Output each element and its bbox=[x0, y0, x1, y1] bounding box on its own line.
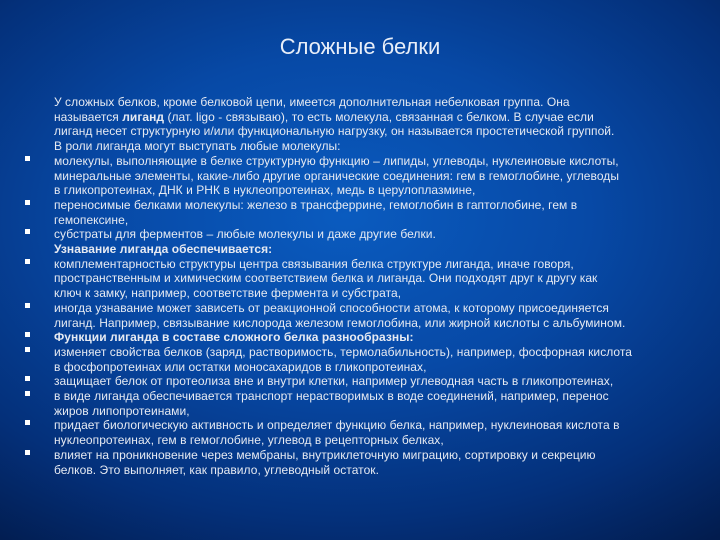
body-text: придает биологическую активность и определяет функцию белка, например, нуклеиновая кислота в bbox=[54, 418, 620, 433]
bullet-line bbox=[24, 448, 696, 463]
body-text: комплементарностью структуры центра связывания белка структуре лиганда, иначе говоря, bbox=[54, 256, 574, 271]
body-text: минеральные элементы, какие-либо другие органические соединения: гем в гемоглобине, углеводы bbox=[54, 168, 620, 183]
square-bullet-icon bbox=[25, 420, 30, 425]
slide-body bbox=[24, 95, 696, 477]
square-bullet-icon bbox=[25, 156, 30, 161]
bold-text: Функции лиганда в составе сложного белка разнообразны: bbox=[54, 330, 414, 345]
text-line bbox=[24, 242, 696, 257]
square-bullet-icon bbox=[25, 376, 30, 381]
slide-title: Сложные белки bbox=[279, 34, 441, 59]
text-line bbox=[24, 271, 696, 286]
body-text: белков. Это выполняет, как правило, углеводный остаток. bbox=[54, 462, 379, 477]
bold-text: лиганд bbox=[122, 109, 165, 124]
bullet-line bbox=[24, 330, 696, 345]
body-text: В роли лиганда могут выступать любые молекулы: bbox=[54, 139, 341, 154]
square-bullet-icon bbox=[25, 229, 30, 234]
body-text: гемопексине, bbox=[54, 212, 129, 227]
text-line bbox=[24, 213, 696, 228]
bullet-line bbox=[24, 301, 696, 316]
body-text: называется bbox=[54, 109, 123, 124]
text-line bbox=[24, 169, 696, 184]
text-line bbox=[24, 286, 696, 301]
text-line bbox=[24, 110, 696, 125]
body-text: влияет на проникновение через мембраны, внутриклеточную миграцию, сортировку и секрецию bbox=[54, 447, 596, 462]
bold-text: Узнавание лиганда обеспечивается: bbox=[54, 242, 273, 257]
bullet-line bbox=[24, 418, 696, 433]
body-text: в виде лиганда обеспечивается транспорт нерастворимых в воде соединений, например, перенос bbox=[54, 389, 609, 404]
text-line bbox=[24, 95, 696, 110]
bullet-line bbox=[24, 198, 696, 213]
bullet-line bbox=[24, 389, 696, 404]
square-bullet-icon bbox=[25, 259, 30, 264]
body-text: субстраты для ферментов – любые молекулы и даже другие белки. bbox=[54, 227, 436, 242]
body-text: У сложных белков, кроме белковой цепи, имеется дополнительная небелковая группа. Она bbox=[54, 95, 570, 109]
text-line bbox=[24, 316, 696, 331]
text-line bbox=[24, 360, 696, 375]
bullet-line bbox=[24, 154, 696, 169]
body-text: (лат. ligo - связываю), то есть молекула, связанная с белком. В случае если bbox=[164, 109, 594, 124]
bullet-line bbox=[24, 345, 696, 360]
body-text: защищает белок от протеолиза вне и внутри клетки, например углеводная часть в гликопротеинах, bbox=[54, 374, 614, 389]
body-text: лиганд несет структурную и/или функциональную нагрузку, он называется простетической группой. bbox=[54, 124, 615, 139]
text-line bbox=[24, 139, 696, 154]
bullet-line bbox=[24, 257, 696, 272]
body-text: иногда узнавание может зависеть от реакционной способности атома, к которому присоединяется bbox=[54, 300, 609, 315]
bullet-line bbox=[24, 227, 696, 242]
square-bullet-icon bbox=[25, 347, 30, 352]
text-line bbox=[24, 463, 696, 478]
text-line bbox=[24, 124, 696, 139]
body-text: переносимые белками молекулы: железо в трансферрине, гемоглобин в гаптоглобине, гем в bbox=[54, 197, 578, 212]
text-line bbox=[24, 433, 696, 448]
body-text: молекулы, выполняющие в белке структурную функцию – липиды, углеводы, нуклеиновые кислоты, bbox=[54, 153, 619, 168]
body-text: нуклеопротеинах, гем в гемоглобине, углевод в рецепторных белках, bbox=[54, 433, 444, 448]
text-line bbox=[24, 183, 696, 198]
body-text: лиганд. Например, связывание кислорода железом гемоглобина, или жирной кислоты с альбумином. bbox=[54, 315, 626, 330]
body-text: изменяет свойства белков (заряд, растворимость, термолабильность), например, фосфорная кислота bbox=[54, 344, 633, 359]
square-bullet-icon bbox=[25, 332, 30, 337]
bullet-line bbox=[24, 374, 696, 389]
square-bullet-icon bbox=[25, 391, 30, 396]
body-text: в фосфопротеинах или остатки моносахаридов в гликопротеинах, bbox=[54, 359, 427, 374]
text-line bbox=[24, 404, 696, 419]
body-text: пространственным и химическим соответствием белка и лиганда. Они подходят друг к другу как bbox=[54, 271, 598, 286]
square-bullet-icon bbox=[25, 450, 30, 455]
square-bullet-icon bbox=[25, 303, 30, 308]
body-text: в гликопротеинах, ДНК и РНК в нуклеопротеинах, медь в церулоплазмине, bbox=[54, 183, 476, 198]
body-text: ключ к замку, например, соответствие фермента и субстрата, bbox=[54, 286, 402, 301]
square-bullet-icon bbox=[25, 200, 30, 205]
body-text: жиров липопротеинами, bbox=[54, 403, 190, 418]
